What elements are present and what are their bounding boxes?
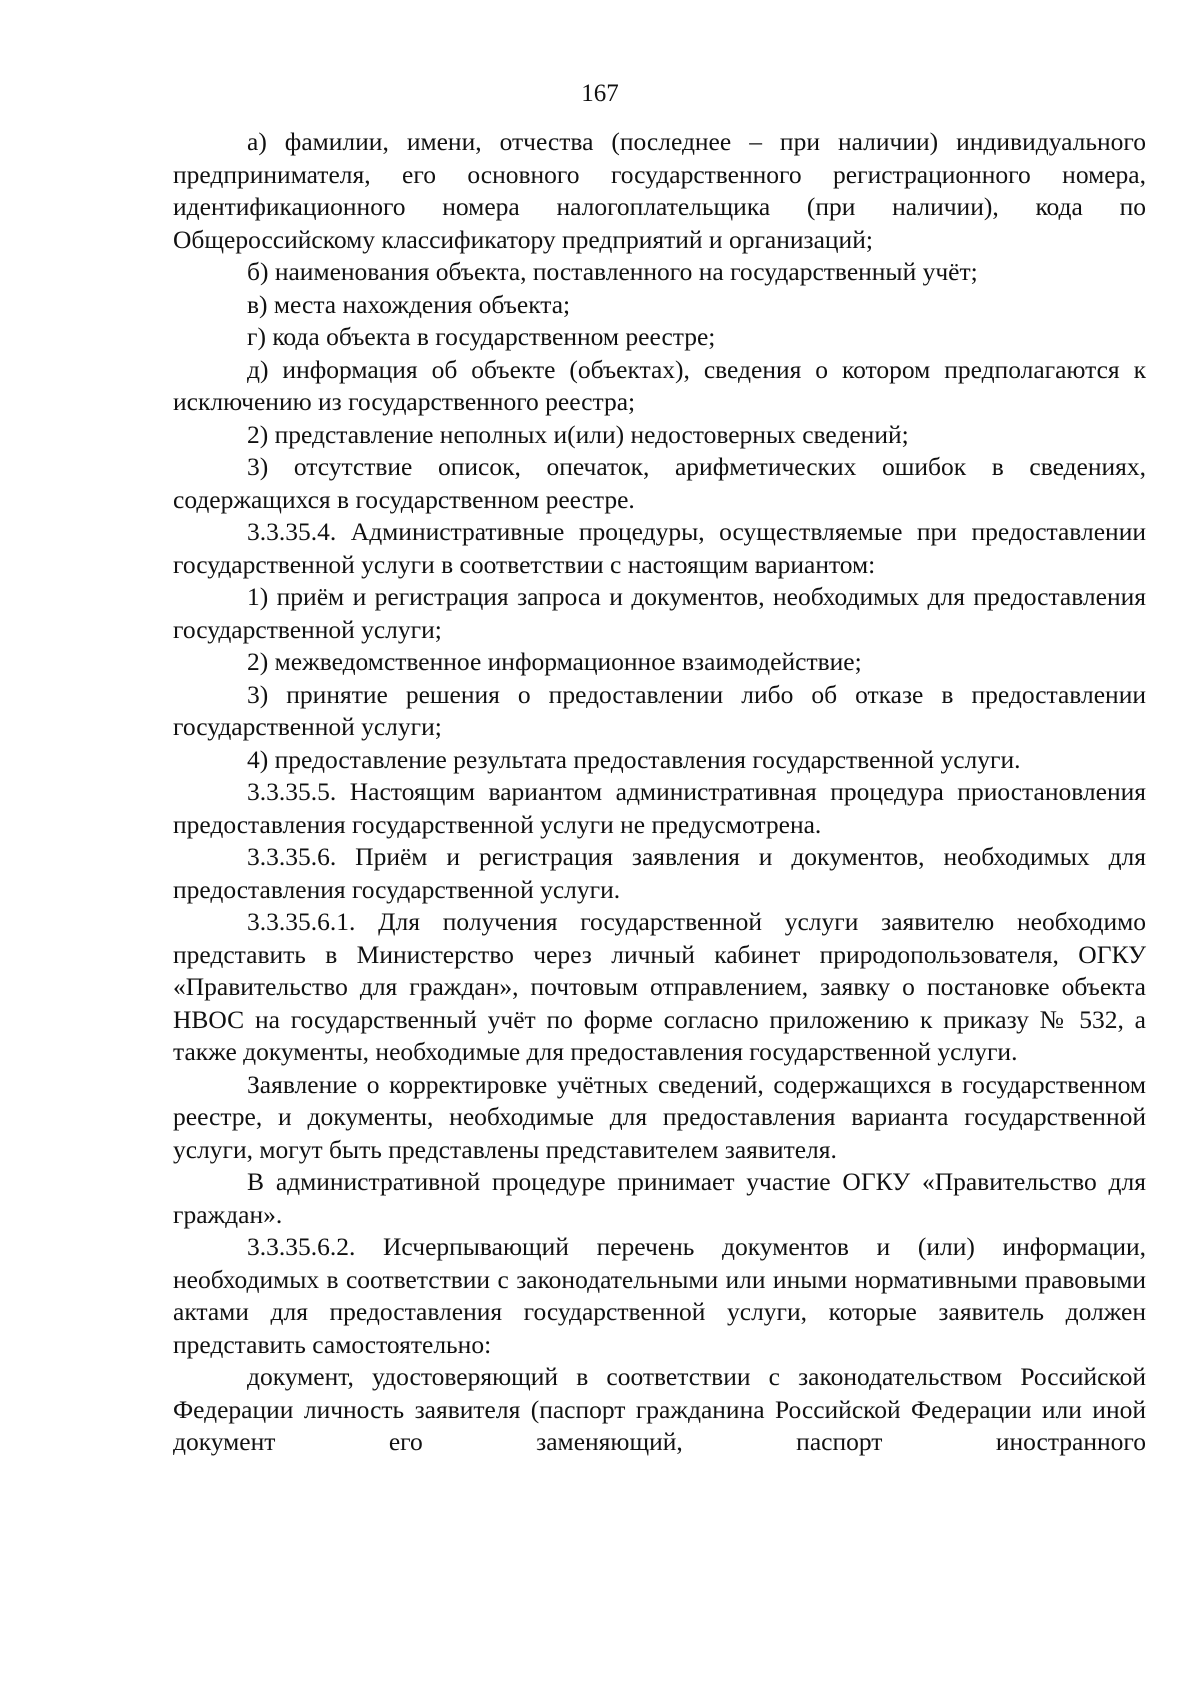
paragraph-procedure-4: 4) предоставление результата предоставления государственной услуги. xyxy=(247,744,1021,774)
paragraph-application-correction: Заявление о корректировке учётных сведений, содержащихся в государственном реестре, и документы, необходимые для предоставления варианта государственной услуги, могут быть представлены представителем заявителя. xyxy=(173,1069,1146,1164)
paragraph-3-3-35-6: 3.3.35.6. Приём и регистрация заявления и документов, необходимых для предоставления государственной услуги. xyxy=(173,842,1146,904)
paragraph-3-no-typos: 3) отсутствие описок, опечаток, арифметических ошибок в сведениях, содержащихся в государственном реестре. xyxy=(173,452,1146,514)
paragraph-v-object-location: в) места нахождения объекта; xyxy=(247,289,571,319)
paragraph-d-object-info: д) информация об объекте (объектах), сведения о котором предполагаются к исключению из государственного реестра; xyxy=(173,354,1146,416)
paragraph-procedure-1: 1) приём и регистрация запроса и документов, необходимых для предоставления государственной услуги; xyxy=(173,582,1146,644)
paragraph-3-3-35-6-1: 3.3.35.6.1. Для получения государственной услуги заявителю необходимо представить в Министерство через личный кабинет природопользователя, ОГКУ «Правительство для граждан», почтовым отправлением, заявку о постановке объекта НВОС на государственный учёт по форме согласно приложению к приказу № 532, а также документы, необходимые для предоставления государственной услуги. xyxy=(173,907,1146,1066)
paragraph-ogku-participation: В административной процедуре принимает участие ОГКУ «Правительство для граждан». xyxy=(173,1167,1146,1229)
paragraph-3-3-35-6-2: 3.3.35.6.2. Исчерпывающий перечень документов и (или) информации, необходимых в соответствии с законодательными или иными нормативными правовыми актами для предоставления государственной услуги, которые заявитель должен представить самостоятельно: xyxy=(173,1232,1146,1359)
paragraph-3-3-35-5: 3.3.35.5. Настоящим вариантом административная процедура приостановления предоставления государственной услуги не предусмотрена. xyxy=(173,777,1146,839)
paragraph-procedure-2: 2) межведомственное информационное взаимодействие; xyxy=(247,647,862,676)
paragraph-2-incomplete-info: 2) представление неполных и(или) недостоверных сведений; xyxy=(247,419,909,449)
paragraph-procedure-3: 3) принятие решения о предоставлении либо об отказе в предоставлении государственной услуги; xyxy=(173,679,1146,741)
paragraph-a-entrepreneur-name: а) фамилии, имени, отчества (последнее – при наличии) индивидуального предпринимателя, его основного государственного регистрационного номера, идентификационного номера налогоплательщика (при наличии), кода по Общероссийскому классификатору предприятий и организаций; xyxy=(173,127,1146,254)
page-number: 167 xyxy=(581,80,619,107)
paragraph-g-object-code: г) кода объекта в государственном реестре; xyxy=(247,322,716,351)
document-body xyxy=(173,126,1146,1459)
paragraph-b-object-name: б) наименования объекта, поставленного на государственный учёт; xyxy=(247,257,978,286)
paragraph-identity-document: документ, удостоверяющий в соответствии с законодательством Российской Федерации личность заявителя (паспорт гражданина Российской Федерации или иной документ его заменяющий, паспорт иностранного xyxy=(173,1362,1146,1456)
paragraph-3-3-35-4: 3.3.35.4. Административные процедуры, осуществляемые при предоставлении государственной услуги в соответствии с настоящим вариантом: xyxy=(173,517,1146,579)
